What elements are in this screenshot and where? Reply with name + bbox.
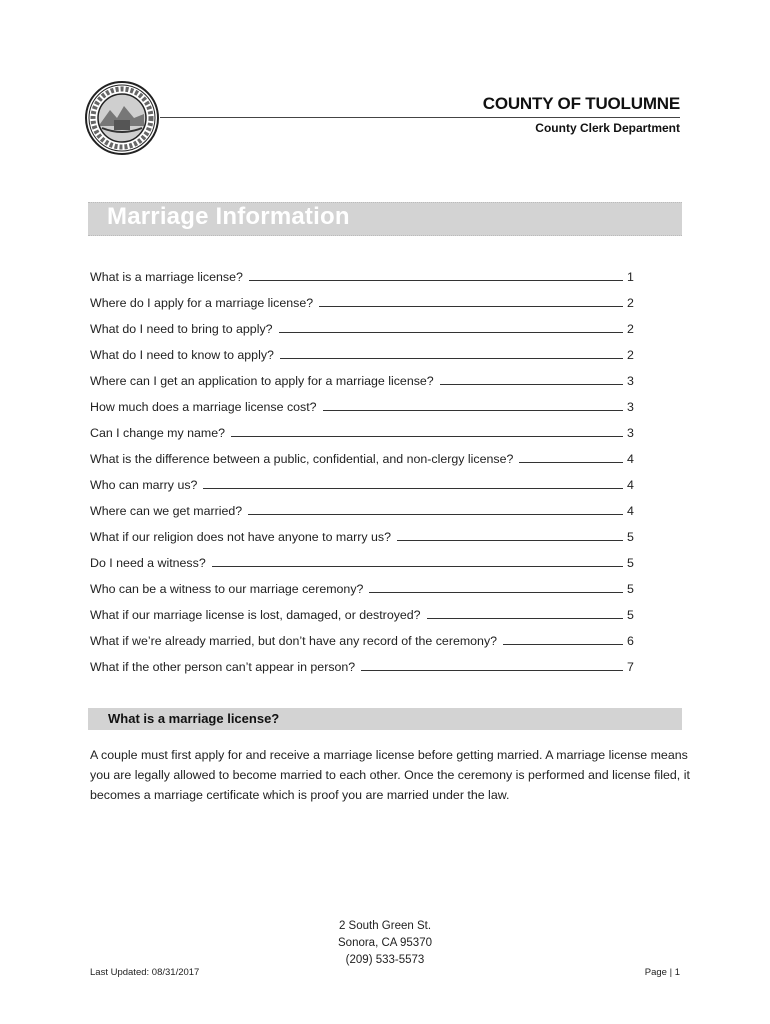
department-name: County Clerk Department bbox=[535, 121, 680, 135]
toc-entry[interactable] bbox=[90, 648, 635, 674]
toc-leader-line bbox=[440, 384, 623, 385]
header-divider bbox=[160, 117, 680, 118]
toc-entry[interactable] bbox=[90, 362, 635, 388]
toc-leader-line bbox=[231, 436, 623, 437]
toc-leader-line bbox=[248, 514, 623, 515]
toc-page-number: 3 bbox=[627, 400, 634, 414]
toc-question: Who can marry us? bbox=[90, 478, 198, 492]
last-updated: Last Updated: 08/31/2017 bbox=[90, 967, 200, 978]
toc-page-number: 1 bbox=[627, 270, 634, 284]
toc-leader-line bbox=[427, 618, 623, 619]
toc-page-number: 6 bbox=[627, 634, 634, 648]
toc-question: What do I need to bring to apply? bbox=[90, 322, 273, 336]
toc-page-number: 2 bbox=[627, 322, 634, 336]
toc-leader-line bbox=[519, 462, 623, 463]
toc-entry[interactable] bbox=[90, 544, 635, 570]
toc-entry[interactable] bbox=[90, 492, 635, 518]
toc-leader-line bbox=[323, 410, 623, 411]
toc-question: Where can we get married? bbox=[90, 504, 243, 518]
toc-question: What if the other person can’t appear in person? bbox=[90, 660, 356, 674]
toc-leader-line bbox=[249, 280, 623, 281]
toc-leader-line bbox=[279, 332, 623, 333]
toc-leader-line bbox=[319, 306, 623, 307]
toc-leader-line bbox=[503, 644, 623, 645]
page-title: Marriage Information bbox=[107, 203, 350, 230]
toc-question: Who can be a witness to our marriage ceremony? bbox=[90, 582, 364, 596]
toc-entry[interactable] bbox=[90, 596, 635, 622]
toc-question: What do I need to know to apply? bbox=[90, 348, 274, 362]
toc-question: Can I change my name? bbox=[90, 426, 225, 440]
toc-page-number: 4 bbox=[627, 504, 634, 518]
toc-question: How much does a marriage license cost? bbox=[90, 400, 317, 414]
toc-question: What is the difference between a public, confidential, and non-clergy license? bbox=[90, 452, 514, 466]
toc-entry[interactable] bbox=[90, 310, 635, 336]
address-street: 2 South Green St. bbox=[338, 920, 432, 932]
address-city: Sonora, CA 95370 bbox=[338, 937, 432, 949]
toc-page-number: 3 bbox=[627, 426, 634, 440]
section-title: What is a marriage license? bbox=[108, 711, 280, 726]
toc-entry[interactable] bbox=[90, 284, 635, 310]
toc-entry[interactable] bbox=[90, 518, 635, 544]
address-block bbox=[0, 918, 770, 969]
toc-page-number: 7 bbox=[627, 660, 634, 674]
toc-page-number: 4 bbox=[627, 452, 634, 466]
county-title: COUNTY OF TUOLUMNE bbox=[482, 94, 680, 113]
toc-page-number: 3 bbox=[627, 374, 634, 388]
toc-page-number: 4 bbox=[627, 478, 634, 492]
toc-entry[interactable] bbox=[90, 388, 635, 414]
toc-leader-line bbox=[203, 488, 623, 489]
toc-leader-line bbox=[361, 670, 623, 671]
toc-leader-line bbox=[369, 592, 623, 593]
toc-entry[interactable] bbox=[90, 258, 635, 284]
toc-leader-line bbox=[212, 566, 623, 567]
toc-entry[interactable] bbox=[90, 336, 635, 362]
toc-page-number: 5 bbox=[627, 530, 634, 544]
toc-page-number: 5 bbox=[627, 608, 634, 622]
address-phone: (209) 533-5573 bbox=[345, 954, 425, 966]
toc-question: Do I need a witness? bbox=[90, 556, 206, 570]
toc-entry[interactable] bbox=[90, 414, 635, 440]
toc-page-number: 2 bbox=[627, 296, 634, 310]
toc-question: What is a marriage license? bbox=[90, 270, 243, 284]
toc-question: What if our marriage license is lost, damaged, or destroyed? bbox=[90, 608, 421, 622]
toc-question: Where do I apply for a marriage license? bbox=[90, 296, 314, 310]
toc-leader-line bbox=[397, 540, 623, 541]
toc-question: What if our religion does not have anyone to marry us? bbox=[90, 530, 391, 544]
toc-page-number: 5 bbox=[627, 582, 634, 596]
toc-entry[interactable] bbox=[90, 440, 635, 466]
toc-question: What if we’re already married, but don’t have any record of the ceremony? bbox=[90, 634, 498, 648]
toc-entry[interactable] bbox=[90, 622, 635, 648]
toc-page-number: 5 bbox=[627, 556, 634, 570]
county-seal-icon bbox=[84, 80, 160, 156]
toc-question: Where can I get an application to apply for a marriage license? bbox=[90, 374, 434, 388]
toc-entry[interactable] bbox=[90, 570, 635, 596]
section-body: A couple must first apply for and receive a marriage license before getting married. A marriage license means you are legally allowed to become married to each other. Once the ceremony is performed and license filed, it becomes a marriage certificate which is proof you are married under the law. bbox=[90, 748, 690, 802]
toc-leader-line bbox=[280, 358, 623, 359]
table-of-contents bbox=[90, 258, 635, 674]
page-number: Page | 1 bbox=[644, 967, 680, 978]
toc-page-number: 2 bbox=[627, 348, 634, 362]
toc-entry[interactable] bbox=[90, 466, 635, 492]
